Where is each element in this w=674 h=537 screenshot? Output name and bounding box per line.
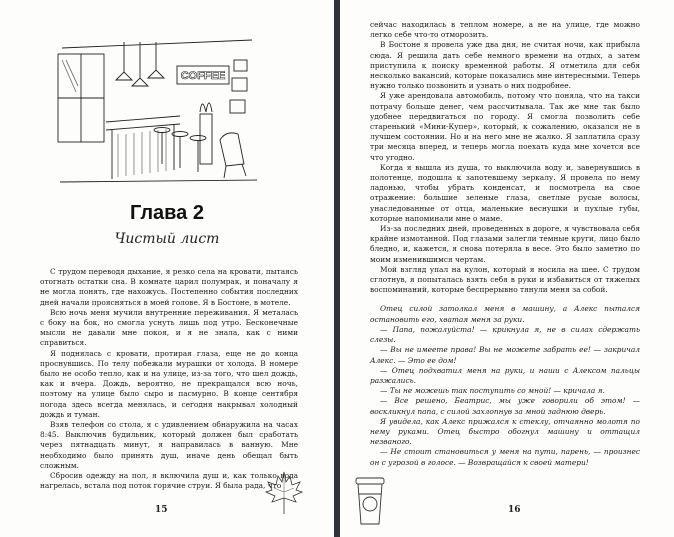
coffee-cup-icon bbox=[352, 474, 388, 526]
flashback-line: — Ты не можешь так поступить со мной! — кричала я. bbox=[380, 386, 605, 396]
paragraph: Взяв телефон со стола, я с удивлением обнаружила на часах 8:45. Выключив будильник, который должен был сработать через пятнадцать минут, я направилась в ванную. Мне необходимо было принять душ, иначе день обещал быть сложным. bbox=[40, 420, 298, 470]
paragraph: Всю ночь меня мучили внутренние переживания. Я металась с боку на бок, но смогла уснуть лишь под утро. Бесконечные мысли не давали мне покоя, и я не знала, как с ними справиться. bbox=[40, 307, 298, 348]
paragraph: сейчас находилась в теплом номере, а не на улице, где можно легко себе что-то отморозить. bbox=[370, 20, 640, 40]
paragraph: Мой взгляд упал на кулон, который я носила на шее. С трудом сглотнув, я попыталась взять себя в руки и избавиться от тяжелых воспоминаний, которые беспрерывно тянули меня за собой. bbox=[370, 264, 640, 295]
flashback-line: — Вы не имеете права! Вы не можете забрать ее! — закричал Алекс. — Это ее дом! bbox=[370, 345, 640, 365]
paragraph: Сбросив одежду на пол, я включила душ и, как только вода нагрелась, встала под поток горячие струи. Я была рада, что bbox=[40, 471, 298, 491]
flashback-line: — Отец подхватил меня на руки, и наши с Алексом пальцы разжались. bbox=[370, 365, 640, 385]
paragraph: С трудом переводя дыхание, я резко села на кровати, пытаясь отогнать остатки сна. В комнате царил полумрак, и поначалу я не могла понять, где нахожусь. Постепенно события последних дней начали проясняться в моей голове. Я в Бостоне, в мотеле. bbox=[40, 267, 298, 307]
chapter-subtitle: Чистый лист bbox=[114, 231, 220, 247]
flashback-line: — Все решено, Беатрис, мы уже говорили об этом! — воскликнул папа, с силой захлопнув за мной заднюю дверь. bbox=[370, 396, 640, 416]
cafe-illustration bbox=[52, 34, 264, 184]
flashback-line: — Не стоит становиться у меня на пути, парень, — произнес он с угрозой в голосе. — Возвращайся к своей матери! bbox=[370, 447, 640, 467]
coffee-sign-text: COFFEE bbox=[180, 70, 226, 82]
flashback-line: — Папа, пожалуйста! — крикнула я, не в силах сдержать слезы. bbox=[370, 324, 640, 345]
right-body-text bbox=[370, 20, 640, 468]
paragraph: Я уже арендовала автомобиль, потому что поняла, что на такси потрачу больше денег, чем рассчитывала. Так же мне так было удобнее передвигаться по городу. Я смогла позволить себе старенький «Мини-Купер», который, к сожалению, оказался не в лучшем состоянии. Но и на него мне не жалко. Я заплатила сразу три месяца вперед, и теперь могла поехать куда мне хочется все что угодно. bbox=[370, 91, 640, 162]
right-page bbox=[340, 0, 674, 537]
paragraph: Я поднялась с кровати, протирая глаза, еще не до конца проснувшись. По телу побежали мурашки от холода. В номере было не особо тепло, как и на улице, из-за того, что шел дождь, как и вчера. Дождь, вероятно, не прекращался всю ночь, поэтому на улице было сыро и пасмурно. В конце сентября погода здесь всегда менялась, и сегодня накрывал холодный дождь и туман. bbox=[40, 348, 298, 419]
paragraph: В Бостоне я провела уже два дня, не считая ночи, как прибыла сюда. Я решила дать себе немного времени на отдых, а затем приступила к поиску временной работы. Я отметила для себя несколько вакансий, которые показались мне интересными. Теперь нужно только позвонить и узнать о них подробнее. bbox=[370, 40, 640, 91]
page-number: 16 bbox=[508, 505, 521, 515]
flashback-line: Я увидела, как Алекс прижался к стеклу, отчаянно молотя по нему руками. Отец быстро обогнул машину и оттащил незваного. bbox=[370, 416, 640, 447]
left-page bbox=[0, 0, 334, 537]
left-body-text bbox=[40, 267, 298, 491]
paragraph: Из-за последних дней, проведенных в дороге, я чувствовала себя крайне измотанной. Под глазами залегли темные круги, лицо было бледно, и, кажется, я снова потеряла в весе. Это было заметно по моим изменившимся чертам. bbox=[370, 224, 640, 264]
maple-leaf-icon bbox=[262, 468, 306, 518]
flashback-line: Отец силой затолкал меня в машину, а Алекс пытался остановить его, хватая меня за руки. bbox=[370, 304, 640, 324]
page-number: 15 bbox=[155, 505, 168, 515]
paragraph: Когда я вышла из душа, то выключила воду и, завернувшись в полотенце, подошла к запотевшему зеркалу. Я провела по нему ладонью, чтобы убрать конденсат, и посмотрела на свое отражение: большие зеленые глаза, светлые русые волосы, унаследованные от отца, маленькие веснушки и пухлые губы, которые напоминали мне о маме. bbox=[370, 162, 640, 223]
chapter-title: Глава 2 bbox=[129, 202, 204, 224]
